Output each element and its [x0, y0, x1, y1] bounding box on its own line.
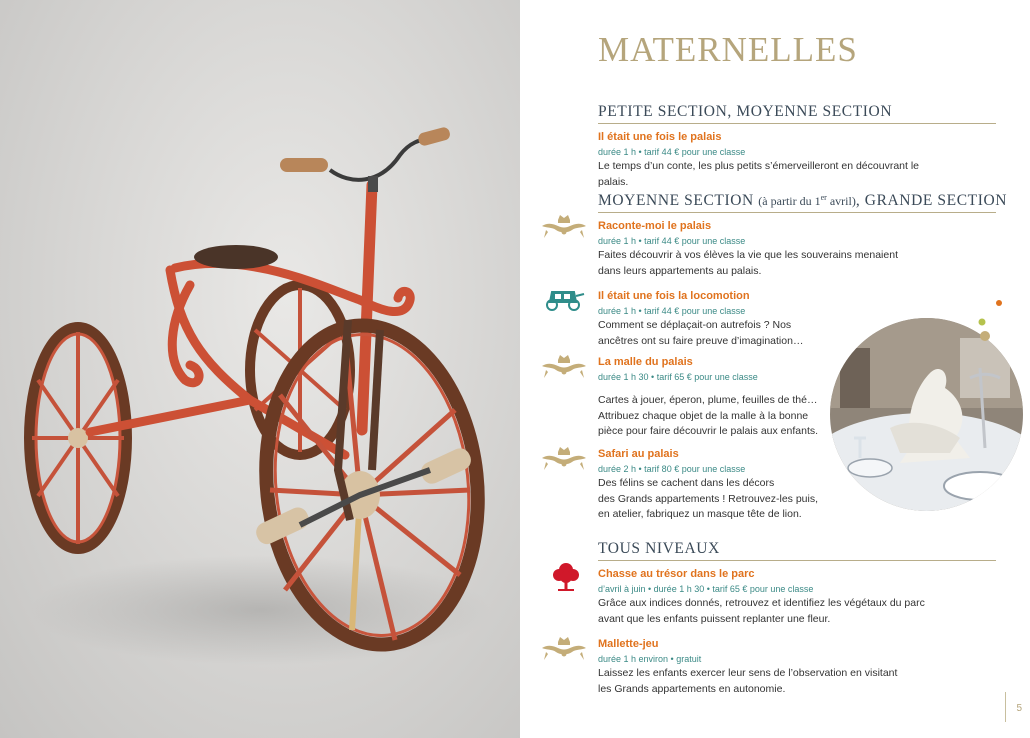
entry-raconte-moi	[598, 219, 938, 279]
entry-title: La malle du palais	[598, 356, 693, 368]
page-number: 5	[1016, 703, 1022, 714]
entry-meta: durée 1 h • tarif 44 € pour une classe	[598, 236, 746, 246]
crown-garland-icon	[540, 634, 588, 662]
entry-desc: Comment se déplaçait-on autrefois ? Nos	[598, 319, 792, 331]
section-heading-petite-moyenne: PETITE SECTION, MOYENNE SECTION	[598, 103, 996, 124]
entry-meta: durée 1 h • tarif 44 € pour une classe	[598, 306, 746, 316]
entry-title: Chasse au trésor dans le parc	[598, 568, 755, 580]
section-heading-main: MOYENNE SECTION	[598, 192, 754, 209]
crown-garland-icon	[540, 352, 588, 380]
handlebar	[280, 126, 451, 192]
entry-chasse-au-tresor	[598, 567, 998, 627]
entry-desc: en atelier, fabriquez un masque tête de lion.	[598, 508, 802, 520]
table-setting-illustration	[830, 318, 1023, 511]
entry-desc: Grâce aux indices donnés, retrouvez et identifiez les végétaux du parc	[598, 597, 925, 609]
entry-meta: durée 1 h 30 • tarif 65 € pour une classe	[598, 372, 758, 382]
section-heading-tous-niveaux: TOUS NIVEAUX	[598, 540, 996, 561]
decorative-dots	[975, 296, 1015, 346]
carriage-icon	[542, 286, 586, 312]
entry-desc: Cartes à jouer, éperon, plume, feuilles de thé…	[598, 394, 818, 406]
page-number-divider	[1005, 692, 1006, 722]
page-title: MATERNELLES	[598, 30, 858, 69]
tree-icon	[552, 560, 580, 592]
crown-garland-icon	[540, 212, 588, 240]
entry-meta: d’avril à juin • durée 1 h 30 • tarif 65 € pour une classe	[598, 584, 814, 594]
entry-title: Raconte-moi le palais	[598, 220, 712, 232]
entry-desc: Laissez les enfants exercer leur sens de l’observation en visitant	[598, 667, 898, 679]
entry-il-etait-une-fois-le-palais	[598, 130, 938, 190]
crown-garland-icon	[540, 444, 588, 472]
entry-desc: avant que les enfants puissent replanter une fleur.	[598, 612, 831, 625]
note-post: avril)	[826, 194, 856, 208]
entry-title: Safari au palais	[598, 448, 679, 460]
entry-mallette-jeu	[598, 637, 998, 697]
entry-meta: durée 1 h • tarif 44 € pour une classe	[598, 147, 746, 157]
section-heading-end: , GRANDE SECTION	[855, 192, 1008, 209]
entry-meta: durée 1 h environ • gratuit	[598, 654, 702, 664]
entry-desc: des Grands appartements ! Retrouvez-les puis,	[598, 492, 819, 505]
entry-desc: ancêtres ont su faire preuve d’imagination…	[598, 334, 804, 347]
entry-title: Il était une fois le palais	[598, 131, 722, 143]
section-heading-note	[758, 194, 856, 208]
entry-desc: dans leurs appartements au palais.	[598, 264, 762, 277]
entry-desc: Faites découvrir à vos élèves la vie que les souverains menaient	[598, 249, 898, 261]
table-setting-photo	[830, 318, 1023, 511]
entry-desc: Des félins se cachent dans les décors	[598, 477, 775, 489]
entry-title: Mallette-jeu	[598, 638, 659, 650]
entry-desc: pièce pour faire découvrir le palais aux enfants.	[598, 425, 819, 437]
section-heading-moyenne-grande	[598, 192, 1008, 213]
seat	[194, 245, 278, 269]
note-sup: er	[820, 193, 827, 202]
entry-desc: les Grands appartements en autonomie.	[598, 682, 786, 695]
entry-title: Il était une fois la locomotion	[598, 290, 750, 302]
entry-desc: Le temps d’un conte, les plus petits s’émerveilleront en découvrant le palais.	[598, 160, 920, 188]
content-page	[520, 0, 1030, 738]
rear-left-wheel	[30, 328, 126, 548]
entry-meta: durée 2 h • tarif 80 € pour une classe	[598, 464, 746, 474]
entry-desc: Attribuez chaque objet de la malle à la bonne	[598, 409, 809, 422]
note-pre: (à partir du 1	[758, 194, 821, 208]
